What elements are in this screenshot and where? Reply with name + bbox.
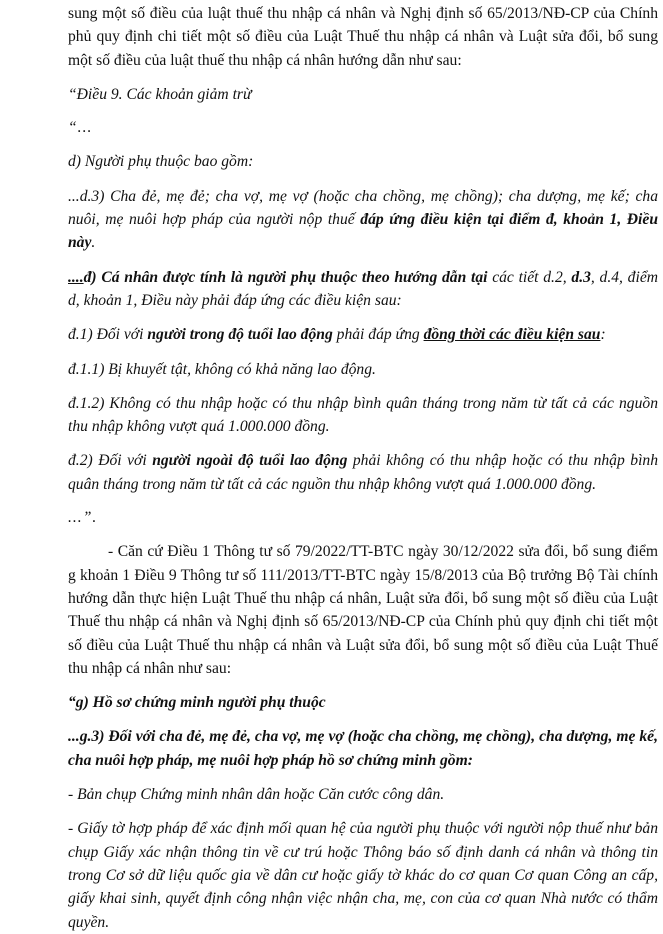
point-dd-mid2: , d.4, điểm d, khoản 1, Điều này phải đáp ứng các điều kiện sau: bbox=[68, 268, 658, 309]
point-g-heading: “g) Hồ sơ chứng minh người phụ thuộc bbox=[68, 694, 326, 712]
point-d3-paragraph bbox=[68, 185, 658, 255]
point-dd-mid1: các tiết d.2, bbox=[487, 268, 572, 286]
point-dd1-text: đ.1) Đối với bbox=[68, 326, 148, 344]
quote-close-ellipsis: ...”. bbox=[68, 509, 98, 527]
point-dd1-paragraph bbox=[68, 323, 658, 346]
point-d3-end: . bbox=[91, 234, 96, 252]
point-dd-d3: d.3 bbox=[571, 268, 591, 286]
point-dd12-paragraph: đ.1.2) Không có thu nhập hoặc có thu nhập bình quân tháng trong năm từ tất cả các nguồn thu nhập không vượt quá 1.000.000 đồng. bbox=[68, 394, 658, 436]
article-9-title: “Điều 9. Các khoản giảm trừ bbox=[68, 85, 252, 103]
point-dd1-mid: phải đáp ứng bbox=[332, 326, 424, 344]
point-d3-text: ...d.3) Cha đẻ, mẹ đẻ; cha vợ, mẹ vợ (hoặc cha chồng, mẹ chồng); cha dượng, mẹ kế; cha nuôi, mẹ nuôi hợp pháp của người nộp thuế bbox=[68, 187, 658, 229]
point-dd1-bold: người trong độ tuổi lao động bbox=[147, 326, 333, 344]
point-dd1-conditions: đồng thời các điều kiện sau bbox=[423, 326, 601, 344]
point-dd2-rest: phải không có thu nhập hoặc có thu nhập bình quân tháng trong năm từ tất cả các nguồn thu nhập không vượt quá 1.000.000 đồng. bbox=[68, 452, 659, 493]
point-g3-item-2: - Giấy tờ hợp pháp để xác định mối quan hệ của người phụ thuộc với người nộp thuế như bản chụp Giấy xác nhận thông tin về cư trú hoặc Thông báo số định danh cá nhân và thông tin trong Cơ sở dữ liệu quốc gia về dân cư hoặc giấy tờ khác do cơ quan Cơ quan Công an cấp, giấy khai sinh, quyết định công nhận việc nhận cha, mẹ, con của cơ quan Nhà nước có thẩm quyền. bbox=[68, 820, 658, 931]
intro-paragraph: sung một số điều của luật thuế thu nhập cá nhân và Nghị định số 65/2013/NĐ-CP của Chính phủ quy định chi tiết một số điều của Luật Thuế thu nhập cá nhân và Luật sửa đổi, bổ sung một số điều của luật thuế thu nhập cá nhân hướng dẫn như sau: bbox=[68, 5, 658, 69]
point-g3-item-1: - Bản chụp Chứng minh nhân dân hoặc Căn cước công dân. bbox=[68, 786, 445, 804]
point-g3-paragraph: ...g.3) Đối với cha đẻ, mẹ đẻ, cha vợ, mẹ vợ (hoặc cha chồng, mẹ chồng), cha dượng, mẹ kế, cha nuôi hợp pháp, mẹ nuôi hợp pháp hồ sơ chứng minh gồm: bbox=[68, 728, 658, 769]
point-dd2-paragraph bbox=[68, 449, 658, 496]
point-dd2-text: đ.2) Đối với bbox=[68, 452, 153, 470]
point-dd2-bold: người ngoài độ tuổi lao động bbox=[152, 452, 348, 470]
point-dd11-paragraph: đ.1.1) Bị khuyết tật, không có khả năng lao động. bbox=[68, 360, 376, 378]
document-page bbox=[68, 2, 658, 934]
point-dd-bold: đ) Cá nhân được tính là người phụ thuộc theo hướng dẫn tại bbox=[83, 268, 488, 286]
point-dd-paragraph bbox=[68, 266, 658, 313]
quote-open-ellipsis: “... bbox=[68, 119, 93, 137]
point-dd1-end: : bbox=[600, 326, 606, 344]
point-d3-condition: đáp ứng điều kiện tại điểm đ, khoản 1, Điều này bbox=[68, 211, 658, 252]
point-d-heading: d) Người phụ thuộc bao gồm: bbox=[68, 153, 254, 171]
point-dd-prefix: .... bbox=[68, 268, 84, 286]
circular-paragraph: - Căn cứ Điều 1 Thông tư số 79/2022/TT-BTC ngày 30/12/2022 sửa đổi, bổ sung điểm g khoản 1 Điều 9 Thông tư số 111/2013/TT-BTC ngày 15/8/2013 của Bộ trưởng Bộ Tài chính hướng dẫn thực hiện Luật Thuế thu nhập cá nhân, Luật sửa đổi, bổ sung một số điều của Luật Thuế thu nhập cá nhân và Nghị định số 65/2013/NĐ-CP của Chính phủ quy định chi tiết một số điều của Luật Thuế thu nhập cá nhân và Luật sửa đổi, bổ sung một số điều của Luật Thuế thu nhập cá nhân như sau: bbox=[68, 543, 658, 677]
